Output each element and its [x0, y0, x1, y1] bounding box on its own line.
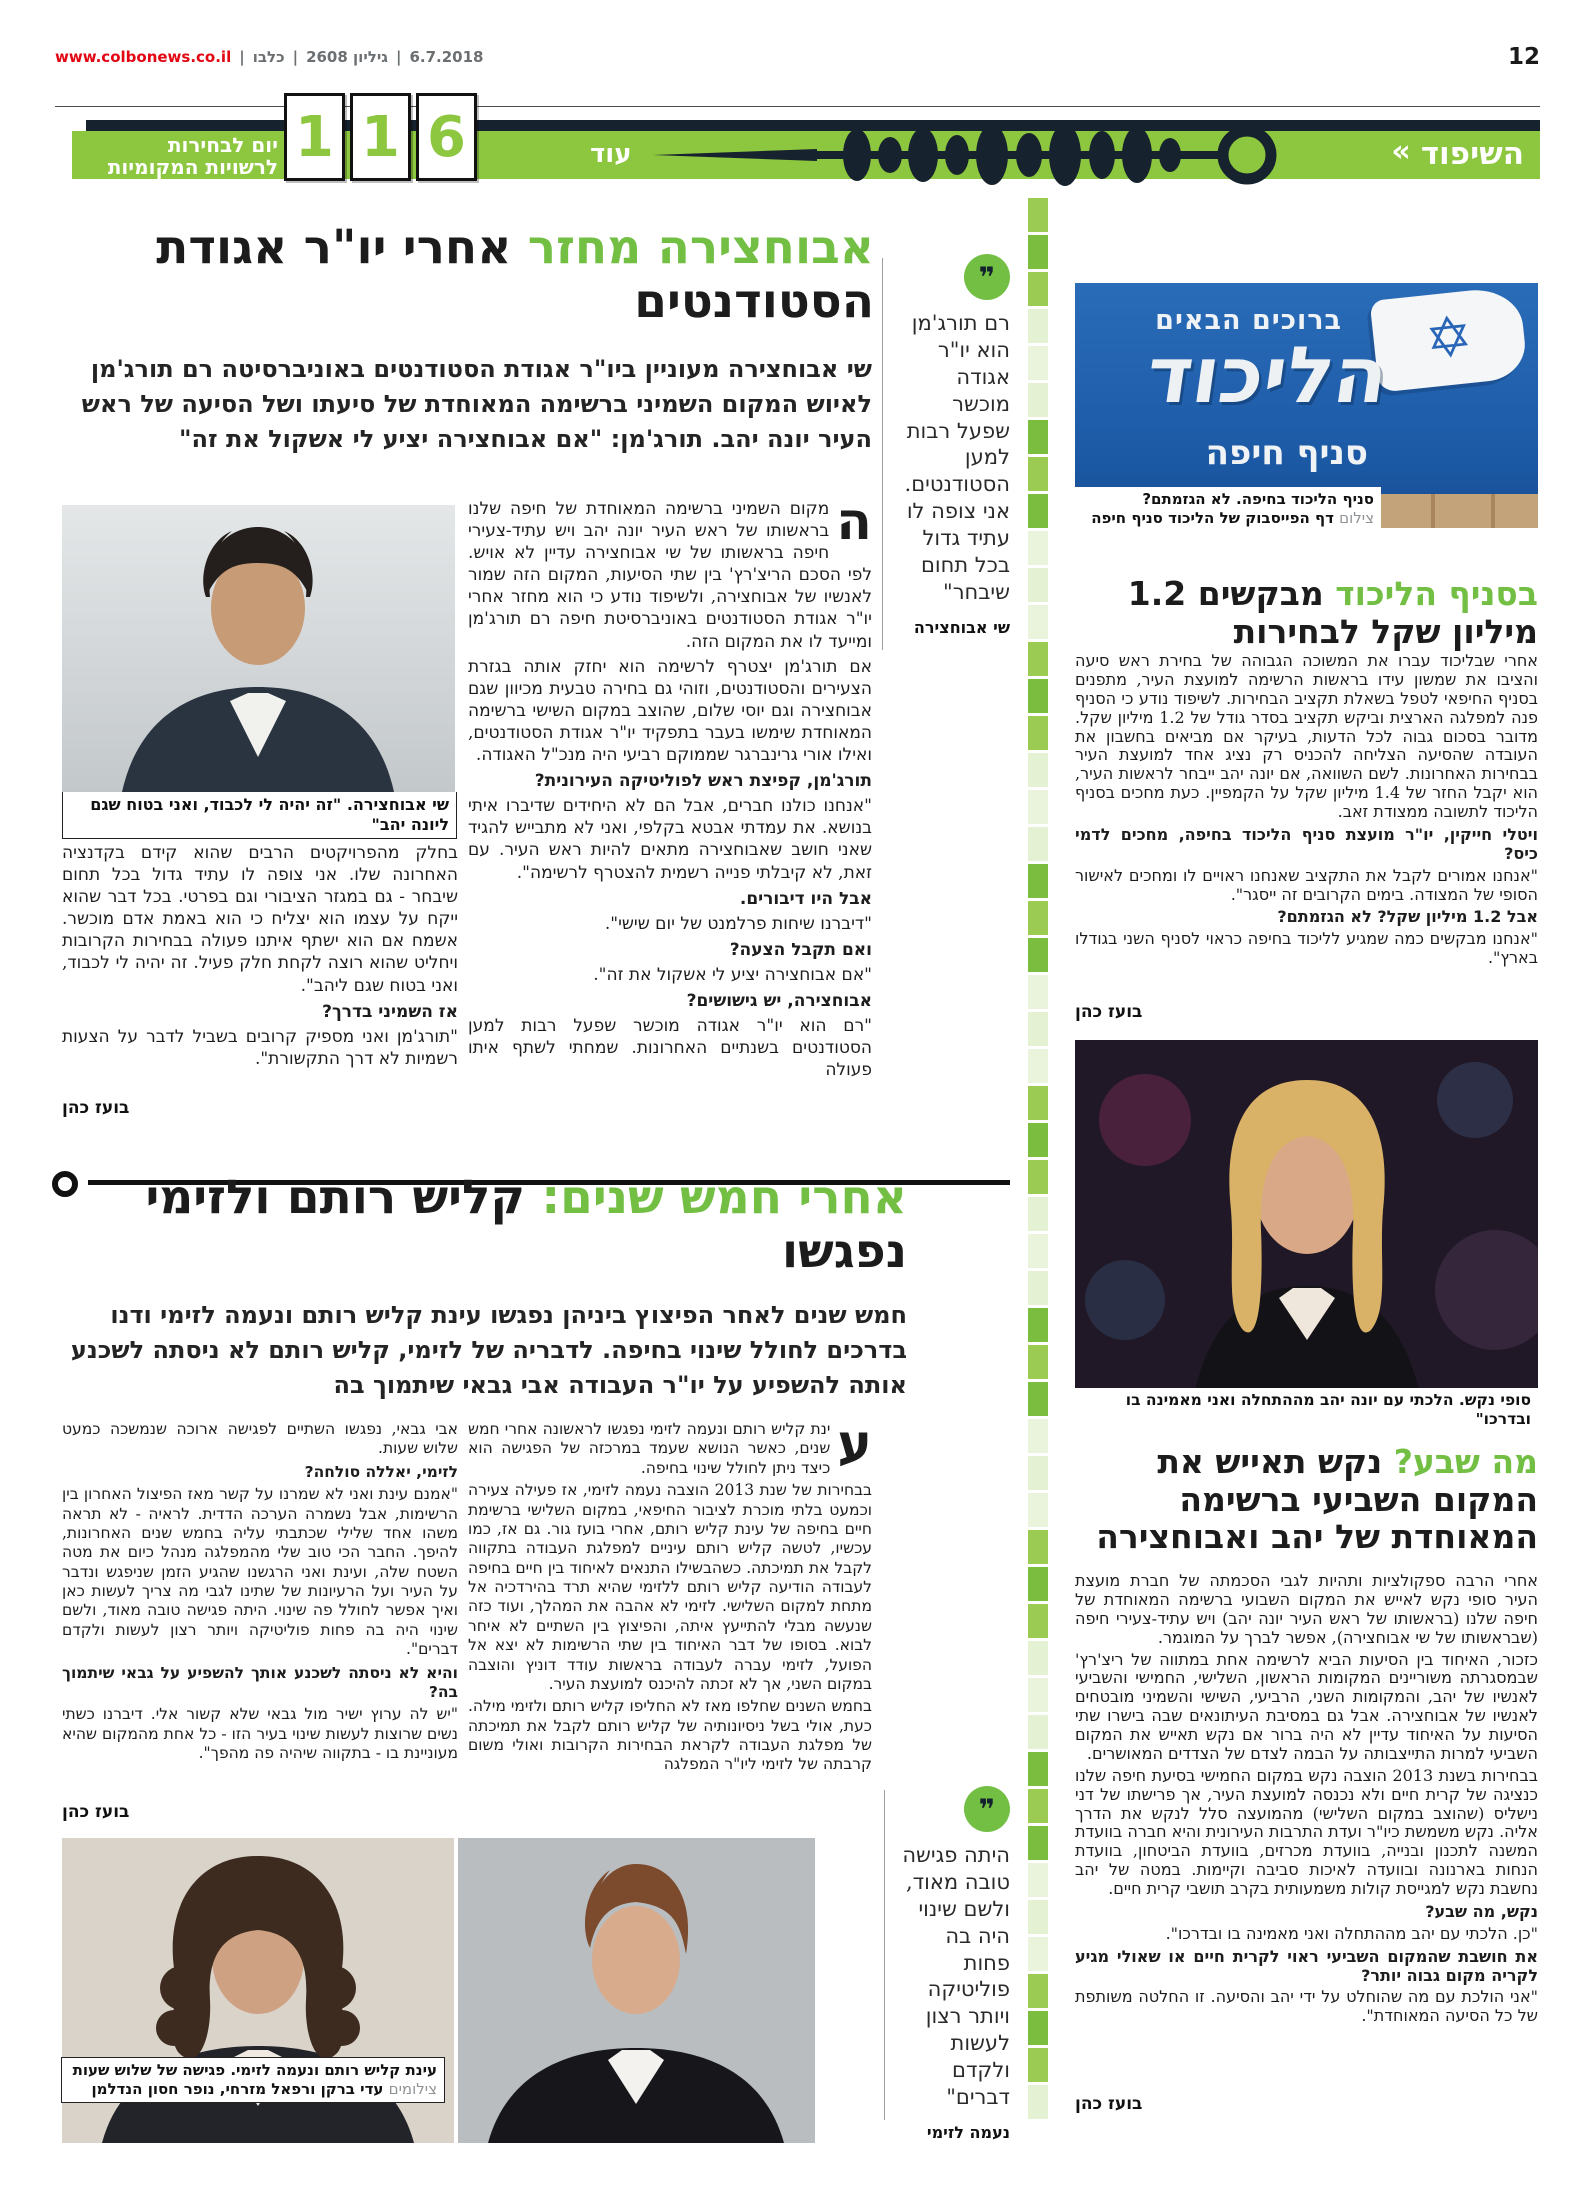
article4-body [1075, 1572, 1538, 2080]
star-of-david-icon: ✡ [1422, 303, 1476, 374]
body-paragraph: "אנחנו כולנו חברים, אבל הם לא היחידים שדיברו איתי בנושא. את עמדתי אבטא בקלפי, ואני לא מתבייש להגיד שאני חושב שאבוחצירה מתאים להיות ראש העיר. עם זאת, לא קיבלתי פנייה רשמית להצטרף לרשימה". [468, 796, 872, 883]
article4-headline [1075, 1443, 1538, 1555]
israel-flag-icon [1370, 285, 1529, 392]
mosaic-tile [1028, 457, 1048, 491]
article1-photo-caption: שי אבוחצירה. "זה יהיה לי לכבוד, ואני בטוח שגם ליונה יהב" [62, 792, 457, 839]
mosaic-strip [1028, 198, 1048, 2154]
mosaic-tile [1028, 1789, 1048, 1823]
body-paragraph: "רם הוא יו"ר אגודה מוכשר שפעל רבות למען הסטודנטים בשנתיים האחרונות. שמחתי לשתף איתו פעולה [468, 1016, 872, 1081]
pull-quote-text: רם תורג'מן הוא יו"ר אגודה מוכשר שפעל רבות למען הסטודנטים. אני צופה לו עתיד גדול בכל תחום שיבחר" [904, 311, 1010, 604]
photos-credit-label: צילומים [388, 2079, 437, 2098]
chevrons-icon: « [1391, 134, 1411, 169]
question-line: לזימי, יאללה סולחה? [304, 1462, 458, 1481]
body-paragraph: בבחירות בשנת 2013 הוצבה נקש במקום החמישי בסיעת חיפה שלנו כנציגה של קרית חיים ולא נכנסה למועצת העיר, אך פרישתו של דני נישליס (שהוצב במקום השלישי) מהמועצה סלל לנקש את הדרך אליה. נקש משמשת כיו"ר ועדת התרבות העירונית והיא חברה בוועדת המשנה לתכנון ובנייה, בוועדת מכרזים, בוועדת הביטחון, בוועדת הנחות בארנונה ובוועדה לאיכות סביבה וקיימות. במטה של יהב נחשבת נקש למגייסת קולות משמעותית בקרב תושבי קרית חיים. [1075, 1765, 1538, 1898]
quote-icon: ❞ [964, 254, 1010, 300]
mosaic-tile [1028, 1863, 1048, 1897]
mosaic-tile [1028, 790, 1048, 824]
mosaic-tile [1028, 1493, 1048, 1527]
mosaic-tile [1028, 1271, 1048, 1305]
header-rule [55, 106, 1540, 107]
mosaic-tile [1028, 1567, 1048, 1601]
quote-divider [882, 258, 883, 650]
mosaic-tile [1028, 1641, 1048, 1675]
issue-info [55, 48, 483, 66]
mosaic-tile [1028, 1974, 1048, 2008]
mosaic-tile [1028, 1752, 1048, 1786]
article4-headline-main: נקש תאייש את המקום השביעי ברשימה המאוחדת של יהב ואבוחצירה [1096, 1442, 1538, 1556]
question-line: אבל היו דיבורים. [739, 888, 872, 909]
article4-byline: בועז כהן [1075, 2094, 1143, 2114]
more-label: עוד [590, 139, 632, 169]
mosaic-tile [1028, 1826, 1048, 1860]
mosaic-tile [1028, 753, 1048, 787]
article1-photo-abuhatzira [62, 505, 455, 792]
body-paragraph: בחלק מהפרויקטים הרבים שהוא קידם בקדנציה האחרונה שלו. אני צופה לו עתיד גדול בכל תחום שיבחר - גם במגזר הציבורי וגם בפרטי. בכל דבר שהוא ייקח על עצמו הוא יצליח כי הוא באמת אדם מוכשר. אשמח אם הוא ישתף איתנו פעולה בבחירות הקרובות ויחליט שהוא רוצה לקחת חלק פעיל. זה יהיה לי לכבוד, ואני בטוח שגם ליהב". [62, 843, 458, 996]
mosaic-tile [1028, 1715, 1048, 1749]
photos-caption-text: עינת קליש רותם ונעמה לזימי. פגישה של שלוש שעות [72, 2061, 437, 2079]
article3-headline-kicker: בסניף הליכוד [1335, 574, 1538, 614]
website-url: www.colbonews.co.il [55, 48, 232, 66]
article1-column-left [62, 842, 458, 1092]
mosaic-tile [1028, 1678, 1048, 1712]
countdown-digits [284, 93, 477, 181]
countdown-label-line1: יום לבחירות [167, 133, 278, 157]
article2-photos-caption [62, 2058, 444, 2102]
portrait-woman-blonde-illustration [1075, 1040, 1538, 1390]
likud-sign-welcome: ברוכים הבאים [1155, 305, 1342, 336]
mosaic-tile [1028, 2048, 1048, 2082]
likud-credit-text: דף הפייסבוק של הליכוד סניף חיפה [1091, 508, 1334, 527]
article2-subhead: חמש שנים לאחר הפיצוץ ביניהן נפגשו עינת קליש רותם ונעמה לזימי ודנו בדרכים לחולל שינוי בחיפה. לדבריה של לזימי, קליש רותם לא ניסתה לשכנע אותה להשפיע על יו"ר העבודה אבי גבאי שיתמוך בה [70, 1301, 907, 1399]
question-line: ואם תקבל הצעה? [729, 939, 872, 960]
body-paragraph: "אני הולכת עם מה שהוחלט על ידי יהב והסיעה. זו החלטה משותפת של כל הסיעה המאוחדת". [1075, 1987, 1538, 2026]
body-paragraph: ה מקום השמיני ברשימה המאוחדת של חיפה שלנו בראשותו של ראש העיר יונה יהב ויש עתיד-צעירי חיפה בראשותו של שי אבוחצירה עדיין לא אויש. לפי הסכם הריצ'רץ' בין שתי הסיעות, המקום הזה שמור לאנשיו של אבוחצירה, ולשיפוד נודע כי הוא מחזר אחרי יו"ר אגודת הסטודנטים באוניברסיטת חיפה רם תורג'מן ומייעד לו את המקום הזה. [468, 498, 872, 652]
mosaic-tile [1028, 2011, 1048, 2045]
paper-name: כלבו [252, 48, 285, 66]
likud-caption-text: סניף הליכוד בחיפה. לא הגזמתם? [1142, 490, 1374, 508]
mosaic-tile [1028, 235, 1048, 269]
body-paragraph: ע ינת קליש רותם ונעמה לזימי נפגשו לראשונה אחרי חמש שנים, כאשר הנושא שעמד במרכזה של הפגישה הוא כיצד ניתן לחולל שינוי בחיפה. [468, 1420, 872, 1477]
mosaic-tile [1028, 1937, 1048, 1971]
article2-column-left [62, 1420, 458, 1798]
article2-headline [62, 1171, 907, 1277]
mosaic-tile [1028, 1345, 1048, 1379]
mosaic-tile [1028, 1900, 1048, 1934]
mosaic-tile [1028, 938, 1048, 972]
article1-pull-quote [900, 254, 1010, 637]
countdown-digit: 1 [350, 93, 411, 181]
body-paragraph: בבחירות של שנת 2013 הוצבה נעמה לזימי, אז פעילה צעירה וכמעט בלתי מוכרת לציבור החיפאי, במקום השלישי ברשימת חיים בחיפה של עינת קליש רותם, אחרי בועז גור. גם אז, כמו עכשיו, לטשה קליש רותם עיניים למפלגת העבודה בתקווה לקבל את תמיכתה. כשהבשילו התנאים לאיחוד בין חיים בחיפה לעבודה הודיעה קליש רותם ללזימי שהיא תרד בהירדכיה אל מתחת למקום השלישי. לזימי לא אהבה את המהלך, ועוד כזה שנעשה מבלי להתייעץ איתה, והפיצוץ בין השתיים לא איחר לבוא. בסופו של דבר האיחוד בין שתי הרשימות לא יצא אל הפועל, לזימי עברה לעבודה בראשות עודד דוניץ והוצבה במקום השני, אך לא זכתה להיכנס למועצת העיר. [468, 1481, 872, 1693]
mosaic-tile [1028, 1234, 1048, 1268]
mosaic-tile [1028, 1382, 1048, 1416]
mosaic-tile [1028, 679, 1048, 713]
mosaic-tile [1028, 383, 1048, 417]
quote-divider [884, 1790, 885, 2120]
mosaic-tile [1028, 346, 1048, 380]
mosaic-tile [1028, 1604, 1048, 1638]
body-paragraph: כזכור, האיחוד בין הסיעות הביא לרשימה אחת במתווה של ריצ'רץ' שבמסגרתה משוריינים המקומות הראשון, השלישי, החמישי והשביעי לאנשיו של יהב, והמקומות השני, הרביעי, השישי והשמיני מובטחים לאנשיו של אבוחצירה. אבל גם במסיבת העיתונאים שבה בישרו שתי הסיעות על האיחוד עדיין לא היה ברור אם נקש תאייש את המקום השביעי למרות התייצבותה על הבמה לצדם של הצדדים המאושרים. [1075, 1649, 1538, 1763]
article1-byline: בועז כהן [62, 1098, 130, 1118]
article4-photo-nakash [1075, 1040, 1538, 1390]
mosaic-tile [1028, 2085, 1048, 2119]
portrait-man-illustration [62, 505, 455, 792]
body-paragraph: "כן. הלכתי עם יהב מההתחלה ואני מאמינה בו ובדרכו". [1165, 1923, 1538, 1943]
article4-photo-caption: סופי נקש. הלכתי עם יונה יהב מההתחלה ואני מאמינה בו ובדרכו" [1075, 1388, 1538, 1433]
body-paragraph: אבי גבאי, נפגשו השתיים לפגישה ארוכה שנמשכה כמעט שלוש שעות. [62, 1420, 458, 1458]
pull-quote-attribution: שי אבוחצירה [913, 617, 1010, 637]
article1-headline-kicker: אבוחצירה מחזר [527, 220, 874, 276]
mosaic-tile [1028, 1160, 1048, 1194]
mosaic-tile [1028, 1308, 1048, 1342]
body-paragraph: "דיברנו שיחות פרלמנט של יום שישי". [604, 913, 872, 934]
skewer-icon [647, 117, 1347, 193]
question-line: אז השמיני בדרך? [322, 1001, 458, 1022]
quote-icon: ❞ [964, 1786, 1010, 1832]
mosaic-tile [1028, 1049, 1048, 1083]
photos-credit-names: עדי ברקן ורפאל מזרחי, נופר חסון הנדלמן [91, 2079, 384, 2098]
article3-headline [1075, 575, 1538, 650]
body-paragraph: אחרי הרבה ספקולציות ותהיות לגבי הסכמתה של חברת מועצת העיר סופי נקש לאייש את המקום השבועי ברשימה המאוחדת של חיפה שלנו (בראשותו של ראש העיר יונה יהב) ויש עתיד-צעירי חיפה (שבראשותו של שי אבוחצירה), אפשר לברך על המוגמר. [1075, 1572, 1538, 1647]
question-line: נקש, מה שבע? [1425, 1901, 1538, 1921]
pull-quote-attribution: נעמה לזימי [926, 2122, 1010, 2142]
top-meta-bar [55, 44, 1540, 70]
section-title [1391, 136, 1524, 172]
question-line: אבוחצירה, יש גישושים? [686, 990, 872, 1011]
meta-separator: | [395, 48, 402, 66]
pull-quote-text: היתה פגישה טובה מאוד, ולשם שינוי היה בה פחות פוליטיקה ויותר רצון לעשות ולקדם דברים" [902, 1843, 1010, 2109]
countdown-label-line2: לרשויות המקומיות [107, 155, 278, 179]
mosaic-tile [1028, 1086, 1048, 1120]
body-paragraph: אם תורג'מן יצטרף לרשימה הוא יחזק אותה בגזרת הצעירים והסטודנטים, וזוהי גם בחירה טבעית מכיוון שגם אבוחצירה וגם יוסי שלום, שהוצב במקום השישי ברשימה המאוחדת שימשו בעבר בתפקיד יו"ר אגודת הסטודנטים, ואילו אורי גרינברגר שממוקם רביעי היה מנכ"ל האגודה. [468, 656, 872, 766]
issue-date: 6.7.2018 [409, 48, 484, 66]
countdown-digit: 6 [416, 93, 477, 181]
mosaic-tile [1028, 568, 1048, 602]
meta-separator: | [239, 48, 245, 66]
article1-headline [62, 221, 874, 327]
body-paragraph: "אמנם עינת ואני לא שמרנו על קשר מאז הפיצול האחרון בין הרשימות, אבל נשמרה הערכה הדדית. לראיה - לא תראה משהו אחד שלילי שכתבתי עליה בחמש שנים האחרונות, להיפך. החבר הכי טוב שלי מהמפלגה מנהל כיום את מטה השטח שלה, ועינת ואני הרגשנו שהגיע הזמן שניפגש ונדבר על העיר ועל הרעיונות של שתינו לגבי מה צריך לעשות כאן ואיך אפשר לחולל פה שינוי. היתה פגישה טובה מאוד, ולשם שינוי היה בה פחות פוליטיקה ויותר רצון לעשות ולקדם דברים". [62, 1485, 458, 1659]
likud-credit-label: צילום [1339, 508, 1374, 527]
section-title-label: השיפוד [1420, 136, 1524, 172]
issue-number: גיליון 2608 [306, 48, 388, 66]
mosaic-tile [1028, 975, 1048, 1009]
article1-column-right [468, 498, 872, 1094]
mosaic-tile [1028, 272, 1048, 306]
mosaic-tile [1028, 864, 1048, 898]
drop-cap: ע [837, 1420, 872, 1474]
body-paragraph: "יש לה ערוץ ישיר מול גבאי שלא קשור אלי. דיברנו כשתי נשים שרוצות לעשות שינוי בעיר הזו - כל אחת מהמקום שהיא מעוניינת בו - בתקווה שיהיה פה מהפך". [62, 1705, 458, 1762]
mosaic-tile [1028, 198, 1048, 232]
mosaic-tile [1028, 901, 1048, 935]
body-paragraph: אחרי שבליכוד עברו את המשוכה הגבוהה של בחירת ראש סיעה והציבו את שמשון עידו בראשות הרשימה למועצת העיר, מתפנים בסניף החיפאי לטפל בשאלת תקציב הבחירות. לשיפוד נודע כי הסניף פנה למפלגה הארצית וביקש תקציב בסדר גודל של 1.2 מיליון שקל. מדובר בסכום גבוה לכל הדעות, בעיקר אם מביאים בחשבון את העובדה שהסיעה הצליחה להכניס רק נציג אחד למועצת העיר בבחירות האחרונות. לשם השוואה, אם יונה יהב ייבחר לראשות העיר, הוא יקבל החזר של 1.4 מיליון שקל על הקמפיין. כעת מחכים בסניף הליכוד לתשובה ממצודת זאב. [1075, 652, 1538, 821]
mosaic-tile [1028, 642, 1048, 676]
page-number: 12 [1507, 44, 1540, 70]
question-line: אבל 1.2 מיליון שקל? לא הגזמתם? [1277, 907, 1538, 927]
mosaic-tile [1028, 827, 1048, 861]
countdown-label [86, 134, 278, 178]
mosaic-tile [1028, 1530, 1048, 1564]
article4-headline-kicker: מה שבע? [1393, 1442, 1538, 1482]
body-paragraph: "אנחנו מבקשים כמה שמגיע לליכוד בחיפה כראוי לסניף השני בגודלו בארץ". [1075, 929, 1538, 968]
section-banner [72, 104, 1540, 179]
article1-subhead: שי אבוחצירה מעוניין ביו"ר אגודת הסטודנטים באוניברסיטה רם תורג'מן לאיוש המקום השמיני ברשימה המאוחדת של סיעתו ושל הסיעה של ראש העיר יונה יהב. תורג'מן: "אם אבוחצירה יציע לי אשקול את זה" [81, 355, 872, 453]
mosaic-tile [1028, 309, 1048, 343]
body-paragraph: בחמש השנים שחלפו מאז לא החליפו קליש רותם ולזימי מילה. כעת, אולי בשל ניסיונותיה של קליש רותם לקבל את תמיכתה של מפלגת העבודה לקראת הבחירות הקרובות ואולי משום קרבתה של לזימי ליו"ר המפלגה [468, 1697, 872, 1774]
mosaic-tile [1028, 1197, 1048, 1231]
article2-photo-lazimi [458, 1838, 815, 2143]
question-line: ויטלי חייקין, יו"ר מועצת סניף הליכוד בחיפה, מחכים לדמי כיס? [1075, 824, 1538, 863]
article2-column-right [468, 1420, 872, 1802]
article2-pull-quote [900, 1786, 1010, 2142]
article3-headline-main: מבקשים 1.2 מיליון שקל לבחירות [1127, 574, 1538, 651]
mosaic-tile [1028, 420, 1048, 454]
article1-headline-main: אחרי יו"ר אגודת הסטודנטים [156, 220, 874, 329]
meta-separator: | [292, 48, 299, 66]
mosaic-tile [1028, 1419, 1048, 1453]
mosaic-tile [1028, 494, 1048, 528]
drop-cap: ה [836, 498, 872, 552]
likud-sign-logo: הליכוד [1141, 331, 1395, 421]
mosaic-tile [1028, 1012, 1048, 1046]
article3-byline: בועז כהן [1075, 1002, 1143, 1022]
question-line: את חושבת שהמקום השביעי ראוי לקרית חיים או שאולי מגיע לקריה מקום גבוה יותר? [1075, 1946, 1538, 1985]
likud-sign-branch: סניף חיפה [1205, 433, 1368, 473]
body-paragraph: "תורג'מן ואני מספיק קרובים בשביל לדבר על הצעות רשמיות לא דרך התקשורת". [62, 1026, 458, 1069]
mosaic-tile [1028, 531, 1048, 565]
mosaic-tile [1028, 605, 1048, 639]
question-line: והיא לא ניסתה לשכנע אותך להשפיע על גבאי שיתמוך בה? [62, 1663, 458, 1701]
article2-headline-main: קליש רותם ולזימי נפגשו [145, 1170, 907, 1279]
portrait-woman-short-hair-illustration [458, 1838, 815, 2143]
question-line: תורג'מן, קפיצת ראש לפוליטיקה העירונית? [534, 771, 872, 792]
article2-byline: בועז כהן [62, 1802, 130, 1822]
article3-body [1075, 652, 1538, 996]
body-paragraph: "אנחנו אמורים לקבל את התקציב שאנחנו ראויים לו ומחכים לאישור הסופי של המצודה. בימים הקרובים זה ייסגר". [1075, 865, 1538, 904]
mosaic-tile [1028, 1123, 1048, 1157]
mosaic-tile [1028, 716, 1048, 750]
article2-headline-kicker: אחרי חמש שנים: [541, 1170, 907, 1226]
likud-photo-caption [1075, 487, 1381, 531]
mosaic-tile [1028, 1456, 1048, 1490]
countdown-digit: 1 [284, 93, 345, 181]
body-paragraph: "אם אבוחצירה יציע לי אשקול את זה". [593, 964, 872, 985]
